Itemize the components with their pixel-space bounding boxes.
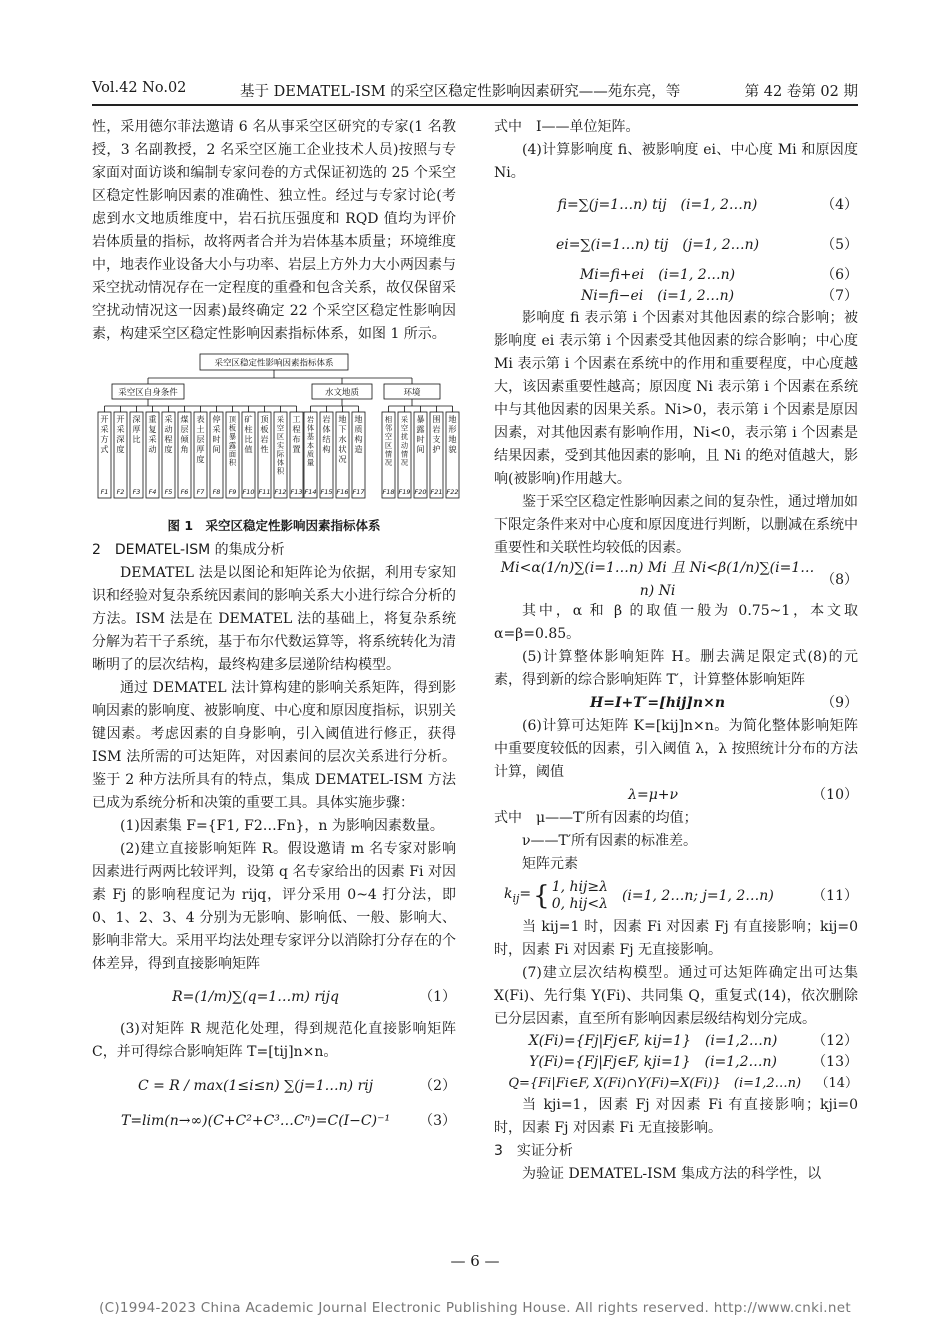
left-column bbox=[92, 116, 459, 1134]
diagram-leaf-label: 地 bbox=[354, 414, 363, 424]
paragraph: 其中，α 和 β 的取值一般为 0.75~1，本文取 α=β=0.85。 bbox=[494, 603, 858, 642]
diagram-leaf-label: 深 bbox=[132, 414, 141, 424]
diagram-leaf-symbol: F3 bbox=[132, 488, 141, 496]
diagram-leaf-label: 表 bbox=[196, 414, 205, 424]
paragraph: 性，采用德尔菲法邀请 6 名从事采空区研究的专家(1 名教授，3 名副教授，2 名采空区施工企业技术人员)按照与专家面对面访谈和编制专家问卷的方式保证初选的 25 个采空区稳定性影响因素的准确性、独立性。经过与专家讨论(考虑到水文地质维度中，岩石抗压强度和 RQD 值均为评价岩体质量的指标，故将两者合并为岩体基本质量；环境维度中，地表作业设备大小与功率、岩层上方外力大小两因素与采空扰动情况存在一定程度的重叠和包含关系，故仅保留采空扰动情况这一因素)最终确定 22 个采空区稳定性影响因素，构建采空区稳定性影响因素指标体系，如图 1 所示。 bbox=[92, 119, 456, 342]
paragraph: DEMATEL 法是以图论和矩阵论为依据，利用专家知识和经验对复杂系统因素间的影响关系大小进行综合分析的方法。ISM 法是在 DEMATEL 法的基础上，将复杂系统分解为若干子系统，基于布尔代数运算等，将系统转化为清晰明了的层次结构，最终构建多层递阶结构模型。 bbox=[92, 565, 456, 673]
diagram-leaf-label: 结 bbox=[322, 434, 331, 444]
diagram-leaf-label: 面 bbox=[228, 449, 237, 459]
diagram-root-label: 采空区稳定性影响因素指标体系 bbox=[214, 358, 334, 369]
diagram-leaf-label: 柱 bbox=[244, 424, 253, 434]
diagram-leaf-label: 暴 bbox=[228, 432, 237, 442]
diagram-leaf-label: 体 bbox=[322, 424, 331, 434]
diagram-leaf-symbol: F4 bbox=[148, 488, 157, 496]
equation-4: fi=∑(j=1…n) tij (i=1, 2…n) （4） bbox=[557, 196, 858, 213]
diagram-leaf-label: 度 bbox=[196, 454, 205, 464]
diagram-leaf-label: 比 bbox=[244, 434, 253, 444]
diagram-leaf-label: 采 bbox=[400, 415, 409, 424]
diagram-leaf-label: 况 bbox=[400, 458, 409, 467]
diagram-leaf-label: 质 bbox=[354, 424, 363, 434]
paragraph: 式中 μ——T′所有因素的均值； bbox=[494, 810, 698, 826]
diagram-leaf-label: 情 bbox=[384, 449, 393, 459]
diagram-leaf-symbol: F18 bbox=[382, 488, 395, 496]
diagram-leaf-label: 基 bbox=[306, 432, 315, 442]
diagram-leaf-symbol: F2 bbox=[116, 488, 125, 496]
diagram-leaf-label: 岩 bbox=[322, 414, 331, 424]
equation-13: Y(Fi)={Fj|Fj∈F, kji=1} (i=1,2…n) （13） bbox=[529, 1054, 858, 1070]
diagram-leaf-symbol: F6 bbox=[180, 488, 189, 496]
diagram-leaf-symbol: F17 bbox=[352, 488, 365, 496]
diagram-leaf-label: 重 bbox=[148, 414, 157, 424]
diagram-leaf-symbol: F21 bbox=[430, 488, 443, 496]
diagram-leaf-label: 复 bbox=[148, 424, 157, 434]
equation-3: T=lim(n→∞)(C+C²+C³…Cⁿ)=C(I−C)⁻¹ （3） bbox=[120, 1112, 456, 1129]
diagram-group-label: 环境 bbox=[403, 388, 421, 398]
diagram-leaf-label: 板 bbox=[260, 424, 269, 434]
diagram-leaf-label: 采 bbox=[148, 434, 157, 444]
diagram-leaf-label: 实 bbox=[276, 440, 285, 450]
diagram-leaf-label: 地 bbox=[448, 434, 457, 444]
diagram-leaf-label: 角 bbox=[180, 444, 189, 454]
diagram-leaf-symbol: F7 bbox=[196, 488, 205, 496]
paragraph: 当 kji=1，因素 Fj 对因素 Fi 有直接影响；kji=0 时，因素 Fj 对因素 Fi 无直接影响。 bbox=[494, 1097, 858, 1136]
equation-9: H=I+T′=[hij]n×n （9） bbox=[590, 695, 858, 711]
paragraph: 影响度 fi 表示第 i 个因素对其他因素的综合影响；被影响度 ei 表示第 i 个因素受其他因素的综合影响；中心度 Mi 表示第 i 个因素在系统中的作用和重要程度，中心度越大，该因素重要性越高；原因度 Ni 表示第 i 个因素在系统中与其他因素的因果关系。Ni>0，表示第 i 个因素是原因因素，对其他因素有影响作用，Ni<0，表示第 i 个因素是结果因素，受到其他因素的影响，且 Ni 的绝对值越大，影响(被影响)作用越大。 bbox=[494, 310, 858, 487]
diagram-leaf-label: 量 bbox=[306, 458, 315, 467]
diagram-leaf-label: 开 bbox=[116, 414, 125, 424]
diagram-leaf-label: 顶 bbox=[260, 414, 269, 424]
equation-7: Ni=fi−ei (i=1, 2…n) （7） bbox=[580, 288, 858, 304]
diagram-leaf-label: 暴 bbox=[416, 414, 425, 424]
diagram-leaf-label: 空 bbox=[384, 432, 393, 442]
diagram-leaf-label: 层 bbox=[180, 424, 189, 434]
equation-12: X(Fi)={Fj|Fj∈F, kij=1} (i=1,2…n) （12） bbox=[528, 1033, 858, 1049]
diagram-leaf-label: 停 bbox=[212, 414, 221, 424]
diagram-leaf-label: 动 bbox=[148, 444, 157, 454]
diagram-leaf-label: 程 bbox=[292, 424, 301, 434]
diagram-leaf-label: 度 bbox=[116, 444, 125, 454]
diagram-leaf-label: 值 bbox=[244, 444, 253, 454]
diagram-leaf-label: 情 bbox=[400, 449, 409, 459]
diagram-leaf-label: 厚 bbox=[132, 424, 141, 434]
diagram-leaf-label: 邻 bbox=[384, 423, 393, 433]
diagram-leaf-label: 状 bbox=[338, 444, 347, 454]
diagram-leaf-label: 貌 bbox=[448, 444, 457, 454]
diagram-leaf-label: 煤 bbox=[180, 414, 189, 424]
diagram-leaf-label: 况 bbox=[384, 458, 393, 467]
copyright-footer: (C)1994-2023 China Academic Journal Electronic Publishing House. All rights reserved. http://www.cnki.net bbox=[99, 1300, 851, 1316]
diagram-leaf-label: 本 bbox=[306, 440, 315, 450]
diagram-leaf-label: 采 bbox=[100, 424, 109, 434]
diagram-leaf-label: 岩 bbox=[306, 415, 315, 424]
diagram-leaf-label: 板 bbox=[228, 423, 237, 433]
equation-10: λ=μ+ν （10） bbox=[628, 787, 858, 803]
diagram-leaf-label: 采 bbox=[212, 424, 221, 434]
equation-2: C = R / max(1≤i≤n) ∑(j=1…n) rij （2） bbox=[137, 1077, 456, 1094]
header-rule bbox=[92, 104, 858, 106]
page-number: — 6 — bbox=[450, 1252, 500, 1270]
diagram-leaf-label: 体 bbox=[276, 458, 285, 467]
equation-5: ei=∑(i=1…n) tij (j=1, 2…n) （5） bbox=[555, 236, 858, 253]
paragraph: 当 kij=1 时，因素 Fi 对因素 Fj 有直接影响；kij=0 时，因素 Fi 对因素 Fj 无直接影响。 bbox=[494, 919, 858, 958]
diagram-leaf-label: 置 bbox=[292, 444, 301, 454]
equation-11: $k_{ij}=$ { 1, hij≥λ 0, hij<λ (i=1, 2…n; j=1, 2…n) （11） bbox=[504, 879, 858, 912]
equation-1: R=(1/m)∑(q=1…m) rijq （1） bbox=[172, 988, 456, 1005]
diagram-leaf-label: 地 bbox=[448, 414, 457, 424]
diagram-leaf-label: 动 bbox=[164, 424, 173, 434]
paragraph: 鉴于采空区稳定性影响因素之间的复杂性，通过增加如下限定条件来对中心度和原因度进行判断，以删减在系统中重要性和关联性均较低的因素。 bbox=[494, 494, 858, 556]
paragraph: ν——T′所有因素的标准差。 bbox=[522, 833, 698, 849]
paragraph: (1)因素集 F={F1, F2…Fn}，n 为影响因素数量。 bbox=[120, 818, 444, 834]
diagram-leaf-label: 相 bbox=[384, 415, 393, 424]
diagram-leaf-label: 空 bbox=[276, 423, 285, 433]
diagram-leaf-label: 支 bbox=[432, 434, 441, 444]
paragraph: (2)建立直接影响矩阵 R。假设邀请 m 名专家对影响因素进行两两比较评判，设第 q 名专家给出的因素 Fi 对因素 Fj 的影响程度记为 rijq，评分采用 0~4 打分法，即 0、1、2、3、4 分别为无影响、影响低、一般、影响大、影响非常大。采用平均法处理专家评分以消除打分存在的个体差异，得到直接影响矩阵 bbox=[92, 841, 456, 972]
paragraph: (7)建立层次结构模型。通过可达矩阵确定出可达集 X(Fi)、先行集 Y(Fi)、共同集 Q，重复式(14)，依次删除已分层因素，直至所有影响因素层级结构划分完成。 bbox=[494, 965, 858, 1027]
diagram-leaf-symbol: F1 bbox=[100, 488, 109, 496]
diagram-leaf-label: 岩 bbox=[432, 424, 441, 434]
paragraph: (3)对矩阵 R 规范化处理，得到规范化直接影响矩阵 C，并可得综合影响矩阵 T=[tij]n×n。 bbox=[92, 1021, 456, 1060]
diagram-leaf-label: 区 bbox=[276, 432, 285, 442]
diagram-leaf-label: 深 bbox=[116, 434, 125, 444]
diagram-leaf-symbol: F16 bbox=[336, 488, 349, 496]
diagram-leaf-label: 体 bbox=[306, 423, 315, 433]
diagram-leaf-label: 方 bbox=[100, 434, 109, 444]
diagram-leaf-label: 空 bbox=[400, 423, 409, 433]
paragraph: 式中 I——单位矩阵。 bbox=[494, 119, 640, 135]
diagram-group-label: 采空区自身条件 bbox=[118, 388, 178, 398]
diagram-leaf-label: 形 bbox=[448, 424, 457, 434]
paragraph: (4)计算影响度 fi、被影响度 ei、中心度 Mi 和原因度 Ni。 bbox=[494, 142, 858, 181]
diagram-leaf-label: 式 bbox=[100, 444, 109, 454]
header-title: 基于 DEMATEL-ISM 的采空区稳定性影响因素研究——苑东亮，等 bbox=[240, 84, 681, 100]
equation-14: Q={Fi|Fi∈F, X(Fi)∩Y(Fi)=X(Fi)} (i=1,2…n) （14） bbox=[508, 1076, 858, 1091]
diagram-leaf-label: 土 bbox=[196, 424, 205, 434]
diagram-leaf-symbol: F9 bbox=[228, 488, 237, 496]
paragraph: 矩阵元素 bbox=[522, 856, 578, 872]
header-issue: 第 42 卷第 02 期 bbox=[744, 84, 858, 100]
section-heading: 2 DEMATEL-ISM 的集成分析 bbox=[92, 542, 285, 558]
diagram-leaf-symbol: F10 bbox=[242, 488, 255, 496]
diagram-leaf-symbol: F19 bbox=[398, 488, 411, 496]
diagram-leaf-label: 下 bbox=[338, 424, 347, 434]
diagram-leaf-label: 顶 bbox=[228, 415, 237, 424]
diagram-leaf-label: 积 bbox=[276, 466, 285, 476]
diagram-leaf-label: 时 bbox=[212, 434, 221, 444]
diagram-leaf-label: 开 bbox=[100, 414, 109, 424]
diagram-leaf-label: 采 bbox=[276, 415, 285, 424]
diagram-leaf-label: 岩 bbox=[260, 434, 269, 444]
diagram-leaf-label: 质 bbox=[306, 449, 315, 459]
figure-1 bbox=[92, 352, 459, 537]
diagram-leaf-label: 间 bbox=[416, 444, 425, 454]
diagram-leaf-label: 动 bbox=[400, 440, 409, 450]
right-column bbox=[494, 116, 858, 1186]
diagram-leaf-label: 围 bbox=[432, 414, 441, 424]
running-header bbox=[92, 80, 858, 102]
diagram-leaf-label: 布 bbox=[292, 434, 301, 444]
diagram-leaf-symbol: F12 bbox=[274, 488, 287, 496]
diagram-leaf-symbol: F8 bbox=[212, 488, 221, 496]
paragraph: 通过 DEMATEL 法计算构建的影响关系矩阵，得到影响因素的影响度、被影响度、中心度和原因度指标，识别关键因素。考虑因素的自身影响，引入阈值进行修正，获得 ISM 法所需的可达矩阵，对因素间的层次关系进行分析。鉴于 2 种方法所具有的特点，集成 DEMATEL-ISM 方法已成为系统分析和决策的重要工具。具体实施步骤： bbox=[92, 680, 456, 811]
diagram-leaf-label: 况 bbox=[338, 454, 347, 464]
diagram-leaf-label: 采 bbox=[116, 424, 125, 434]
diagram-leaf-symbol: F14 bbox=[304, 488, 317, 496]
diagram-leaf-label: 度 bbox=[164, 444, 173, 454]
figure-caption: 图 1 采空区稳定性影响因素指标体系 bbox=[167, 518, 381, 533]
diagram-leaf-label: 护 bbox=[432, 444, 441, 454]
diagram-leaf-label: 时 bbox=[416, 434, 425, 444]
diagram-leaf-label: 际 bbox=[276, 449, 285, 459]
diagram-leaf-label: 区 bbox=[384, 440, 393, 450]
section-heading: 3 实证分析 bbox=[494, 1143, 573, 1159]
diagram-leaf-label: 采 bbox=[164, 414, 173, 424]
diagram-leaf-label: 造 bbox=[354, 444, 363, 454]
diagram-leaf-label: 工 bbox=[292, 414, 301, 424]
diagram-leaf-label: 矿 bbox=[244, 414, 253, 424]
diagram-leaf-symbol: F13 bbox=[290, 488, 303, 496]
diagram-leaf-label: 构 bbox=[322, 444, 331, 454]
paragraph: 为验证 DEMATEL-ISM 集成方法的科学性，以 bbox=[522, 1166, 822, 1182]
diagram-leaf-label: 间 bbox=[212, 444, 221, 454]
diagram-leaf-label: 性 bbox=[260, 444, 269, 454]
diagram-group-label: 水文地质 bbox=[324, 388, 360, 398]
paragraph: (5)计算整体影响矩阵 H。删去满足限定式(8)的元素，得到新的综合影响矩阵 T′，计算整体影响矩阵 bbox=[494, 649, 858, 688]
diagram-leaf-label: 地 bbox=[338, 414, 347, 424]
diagram-leaf-label: 厚 bbox=[196, 444, 205, 454]
diagram-leaf-label: 积 bbox=[228, 458, 237, 467]
paragraph: (6)计算可达矩阵 K=[kij]n×n。为简化整体影响矩阵中重要度较低的因素，引入阈值 λ，λ 按照统计分布的方法计算，阈值 bbox=[494, 718, 858, 780]
diagram-leaf-label: 露 bbox=[416, 424, 425, 434]
equation-8: Mi<α(1/n)∑(i=1…n) Mi 且 Ni<β(1/n)∑(i=1…n) Ni （8） bbox=[500, 560, 858, 599]
diagram-leaf-label: 水 bbox=[338, 434, 347, 444]
diagram-leaf-symbol: F20 bbox=[414, 488, 427, 496]
diagram-leaf-label: 露 bbox=[228, 440, 237, 450]
diagram-leaf-label: 倾 bbox=[180, 434, 189, 444]
diagram-leaf-symbol: F15 bbox=[320, 488, 333, 496]
diagram-leaf-symbol: F22 bbox=[446, 488, 459, 496]
diagram-leaf-symbol: F11 bbox=[258, 488, 271, 496]
diagram-leaf-label: 程 bbox=[164, 434, 173, 444]
equation-6: Mi=fi+ei (i=1, 2…n) （6） bbox=[579, 267, 858, 283]
index-system-diagram bbox=[92, 352, 459, 504]
diagram-leaf-label: 比 bbox=[132, 434, 141, 444]
diagram-leaf-label: 层 bbox=[196, 434, 205, 444]
diagram-leaf-symbol: F5 bbox=[164, 488, 173, 496]
diagram-leaf-label: 扰 bbox=[400, 432, 409, 442]
header-volume: Vol.42 No.02 bbox=[92, 80, 187, 96]
diagram-leaf-label: 构 bbox=[354, 434, 363, 444]
